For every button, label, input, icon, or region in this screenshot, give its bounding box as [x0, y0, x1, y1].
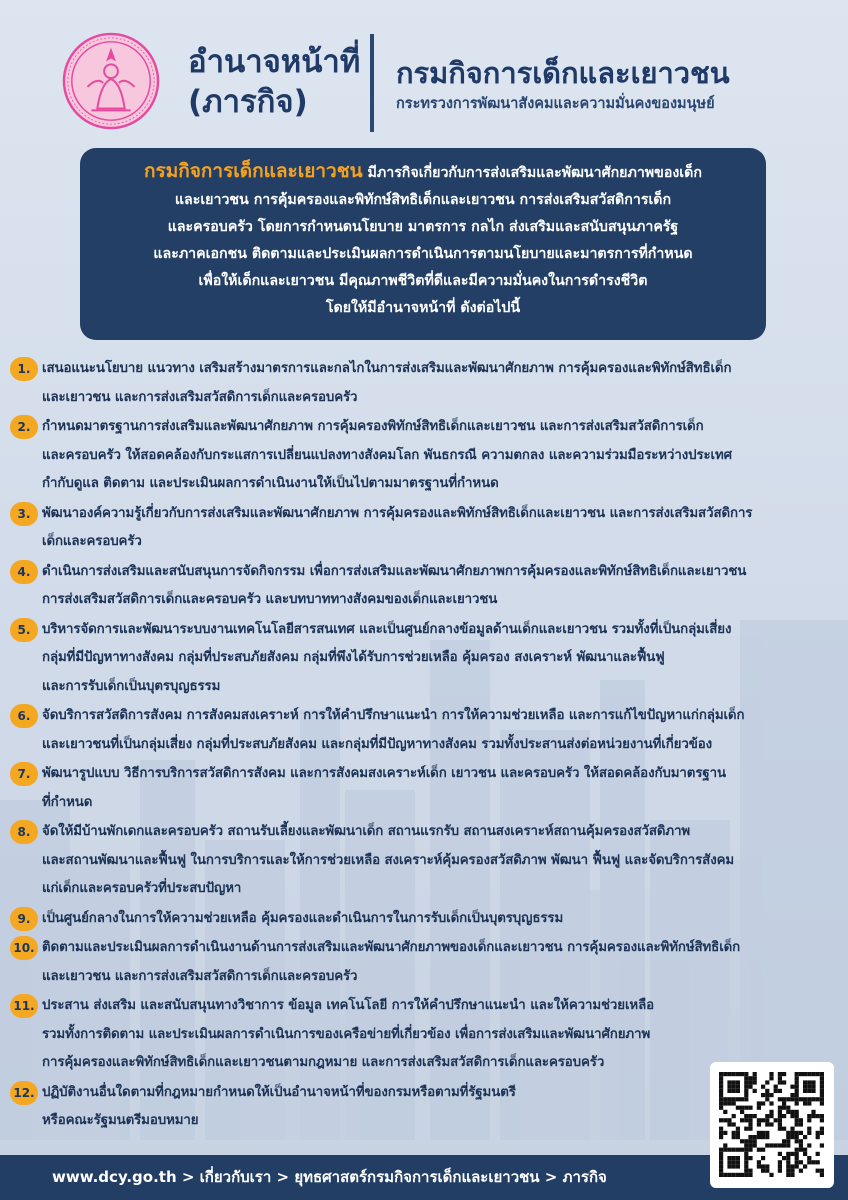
duty-item: [10, 558, 840, 615]
breadcrumb-separator: >: [539, 1168, 563, 1186]
duty-text-line: กลุ่มที่มีปัญหาทางสังคม กลุ่มที่ประสบภัยสังคม กลุ่มที่พึงได้รับการช่วยเหลือ คุ้มครอง สงเคราะห์ พัฒนาและฟื้นฟู: [42, 650, 665, 665]
duty-item: [10, 500, 840, 557]
duty-text: [42, 355, 731, 412]
duty-text-line: และเยาวชน และการส่งเสริมสวัสดิการเด็กและครอบครัว: [42, 968, 358, 984]
duty-text: [42, 702, 744, 759]
duty-text-line: ดำเนินการส่งเสริมและสนับสนุนการจัดกิจกรรม เพื่อการส่งเสริมและพัฒนาศักยภาพการคุ้มครองและพิทักษ์สิทธิเด็กและเยาวชน: [42, 563, 747, 579]
intro-line-4: และภาคเอกชน ติดตามและประเมินผลการดำเนินการตามนโยบายและมาตรการที่กำหนด: [153, 246, 693, 262]
footer-site-link[interactable]: www.dcy.go.th: [52, 1168, 177, 1186]
duty-text: [42, 1079, 516, 1136]
duty-number-badge: 4.: [10, 560, 38, 584]
intro-box: [80, 148, 766, 340]
ministry-name: กระทรวงการพัฒนาสังคมและความมั่นคงของมนุษย์: [396, 96, 715, 112]
breadcrumb-strategy[interactable]: ยุทธศาสตร์กรมกิจการเด็กและเยาวชน: [294, 1168, 540, 1186]
page-title: [188, 42, 360, 122]
duty-text: [42, 558, 746, 615]
duties-list: [10, 355, 840, 1137]
qr-code: [710, 1062, 834, 1188]
intro-lead: กรมกิจการเด็กและเยาวชน: [144, 160, 363, 182]
duty-number-badge: 9.: [10, 907, 38, 931]
duty-text-line: การคุ้มครองและพิทักษ์สิทธิเด็กและเยาวชนตามกฎหมาย และการส่งเสริมสวัสดิการเด็กและครอบครัว: [42, 1055, 605, 1070]
duty-item: [10, 905, 840, 934]
breadcrumb-about[interactable]: เกี่ยวกับเรา: [199, 1168, 272, 1186]
duty-text-line: เสนอแนะนโยบาย แนวทาง เสริมสร้างมาตรการและกลไกในการส่งเสริมและพัฒนาศักยภาพ การคุ้มครองและพิทักษ์สิทธิเด็ก: [42, 361, 732, 376]
intro-line-1-text: มีภารกิจเกี่ยวกับการส่งเสริมและพัฒนาศักยภาพของเด็ก: [362, 165, 702, 181]
duty-number-badge: 11.: [10, 994, 38, 1018]
duty-item: [10, 934, 840, 991]
breadcrumb-separator: >: [176, 1168, 200, 1186]
header-divider: [370, 34, 374, 132]
duty-number-badge: 2.: [10, 415, 38, 439]
duty-text-line: จัดบริการสวัสดิการสังคม การสังคมสงเคราะห์ การให้คำปรึกษาแนะนำ การให้ความช่วยเหลือ และการแก้ไขปัญหาแก่กลุ่มเด็ก: [42, 708, 745, 723]
duty-number-badge: 1.: [10, 357, 38, 381]
duty-item: [10, 760, 840, 817]
department-seal-logo: [62, 32, 160, 130]
duty-text-line: และสถานพัฒนาและฟื้นฟู ในการบริการและให้การช่วยเหลือ สงเคราะห์คุ้มครองสวัสดิภาพ พัฒนา ฟื้นฟู และจัดบริการสังคม: [42, 852, 735, 868]
duty-text-line: การส่งเสริมสวัสดิการเด็กและครอบครัว และบทบาททางสังคมของเด็กและเยาวชน: [42, 592, 498, 607]
duty-text: [42, 500, 752, 557]
organization-name: กรมกิจการเด็กและเยาวชน: [396, 56, 730, 90]
duty-number-badge: 3.: [10, 502, 38, 526]
duty-item: [10, 702, 840, 759]
duty-text-line: ติดตามและประเมินผลการดำเนินงานด้านการส่งเสริมและพัฒนาศักยภาพของเด็กและเยาวชน การคุ้มครองและพิทักษ์สิทธิเด็ก: [42, 940, 741, 955]
duty-text: [42, 934, 740, 991]
intro-line-2: และเยาวชน การคุ้มครองและพิทักษ์สิทธิเด็กและเยาวชน การส่งเสริมสวัสดิการเด็ก: [174, 192, 672, 208]
intro-line-6: โดยให้มีอำนาจหน้าที่ ดังต่อไปนี้: [325, 300, 521, 316]
intro-line-5: เพื่อให้เด็กและเยาวชน มีคุณภาพชีวิตที่ดีและมีความมั่นคงในการดำรงชีวิต: [198, 273, 648, 289]
title-line-1: อำนาจหน้าที่: [188, 44, 361, 80]
duty-text: [42, 616, 731, 702]
duty-text: [42, 818, 734, 904]
duty-item: [10, 413, 840, 499]
duty-text-line: ที่กำหนด: [42, 794, 93, 810]
title-line-2: (ภารกิจ): [188, 84, 308, 120]
duty-text-line: บริหารจัดการและพัฒนาระบบงานเทคโนโลยีสารสนเทศ และเป็นศูนย์กลางข้อมูลด้านเด็กและเยาวชน รวมทั้งที่เป็นกลุ่มเสี่ยง: [42, 621, 732, 637]
duty-text-line: จัดให้มีบ้านพักเดกและครอบครัว สถานรับเลี้ยงและพัฒนาเด็ก สถานแรกรับ สถานสงเคราะห์สถานคุ้มครองสวัสดิภาพ: [42, 824, 691, 839]
duty-text: [42, 760, 726, 817]
duty-number-badge: 8.: [10, 820, 38, 844]
duty-text-line: และครอบครัว ให้สอดคล้องกับกระแสการเปลี่ยนแปลงทางสังคมโลก พันธกรณี ความตกลง และความร่วมมือระหว่างประเทศ: [42, 447, 732, 463]
duty-text-line: หรือคณะรัฐมนตรีมอบหมาย: [42, 1113, 199, 1128]
duty-text-line: รวมทั้งการติดตาม และประเมินผลการดำเนินการของเครือข่ายที่เกี่ยวข้อง เพื่อการส่งเสริมและพัฒนาศักยภาพ: [42, 1026, 651, 1042]
duty-number-badge: 12.: [10, 1081, 38, 1105]
duty-text-line: กำกับดูแล ติดตาม และประเมินผลการดำเนินงานให้เป็นไปตามมาตรฐานที่กำหนด: [42, 476, 499, 491]
duty-item: [10, 355, 840, 412]
duty-text-line: ประสาน ส่งเสริม และสนับสนุนทางวิชาการ ข้อมูล เทคโนโลยี การให้คำปรึกษาแนะนำ และให้ความช่วยเหลือ: [42, 998, 655, 1013]
duty-number-badge: 7.: [10, 762, 38, 786]
duty-text-line: แก่เด็กและครอบครัวที่ประสบปัญหา: [42, 881, 242, 896]
duty-number-badge: 6.: [10, 704, 38, 728]
duty-number-badge: 10.: [10, 936, 38, 960]
intro-line-1: [98, 158, 748, 187]
duty-text-line: ปฏิบัติงานอื่นใดตามที่กฎหมายกำหนดให้เป็นอำนาจหน้าที่ของกรมหรือตามที่รัฐมนตรี: [42, 1084, 516, 1100]
header: [0, 22, 848, 142]
duty-text-line: พัฒนารูปแบบ วิธีการบริการสวัสดิการสังคม และการสังคมสงเคราะห์เด็ก เยาวชน และครอบครัว ให้สอดคล้องกับมาตรฐาน: [42, 766, 726, 781]
duty-text-line: กำหนดมาตรฐานการส่งเสริมและพัฒนาศักยภาพ การคุ้มครองพิทักษ์สิทธิเด็กและเยาวชน และการส่งเสริมสวัสดิการเด็ก: [42, 419, 704, 434]
duty-text-line: และเยาวชนที่เป็นกลุ่มเสี่ยง กลุ่มที่ประสบภัยสังคม และกลุ่มที่มีปัญหาทางสังคม รวมทั้งประสานส่งต่อหน่วยงานที่เกี่ยวข้อง: [42, 736, 712, 752]
breadcrumb-mission[interactable]: ภารกิจ: [562, 1168, 607, 1186]
duty-text-line: เด็กและครอบครัว: [42, 534, 142, 549]
duty-text-line: และเยาวชน และการส่งเสริมสวัสดิการเด็กและครอบครัว: [42, 389, 358, 405]
duty-item: [10, 616, 840, 702]
duty-text: [42, 413, 732, 499]
duty-number-badge: 5.: [10, 618, 38, 642]
duty-text-line: พัฒนาองค์ความรู้เกี่ยวกับการส่งเสริมและพัฒนาศักยภาพ การคุ้มครองและพิทักษ์สิทธิเด็กและเยาวชน และการส่งเสริมสวัสดิการ: [42, 505, 753, 521]
duty-text: [42, 992, 654, 1078]
breadcrumb-separator: >: [271, 1168, 295, 1186]
intro-line-3: และครอบครัว โดยการกำหนดนโยบาย มาตรการ กลไก ส่งเสริมและสนับสนุนภาครัฐ: [167, 219, 679, 235]
duty-text-line: และการรับเด็กเป็นบุตรบุญธรรม: [42, 678, 221, 694]
duty-text-line: เป็นศูนย์กลางในการให้ความช่วยเหลือ คุ้มครองและดำเนินการในการรับเด็กเป็นบุตรบุญธรรม: [42, 910, 564, 926]
duty-item: [10, 818, 840, 904]
duty-text: [42, 905, 563, 934]
